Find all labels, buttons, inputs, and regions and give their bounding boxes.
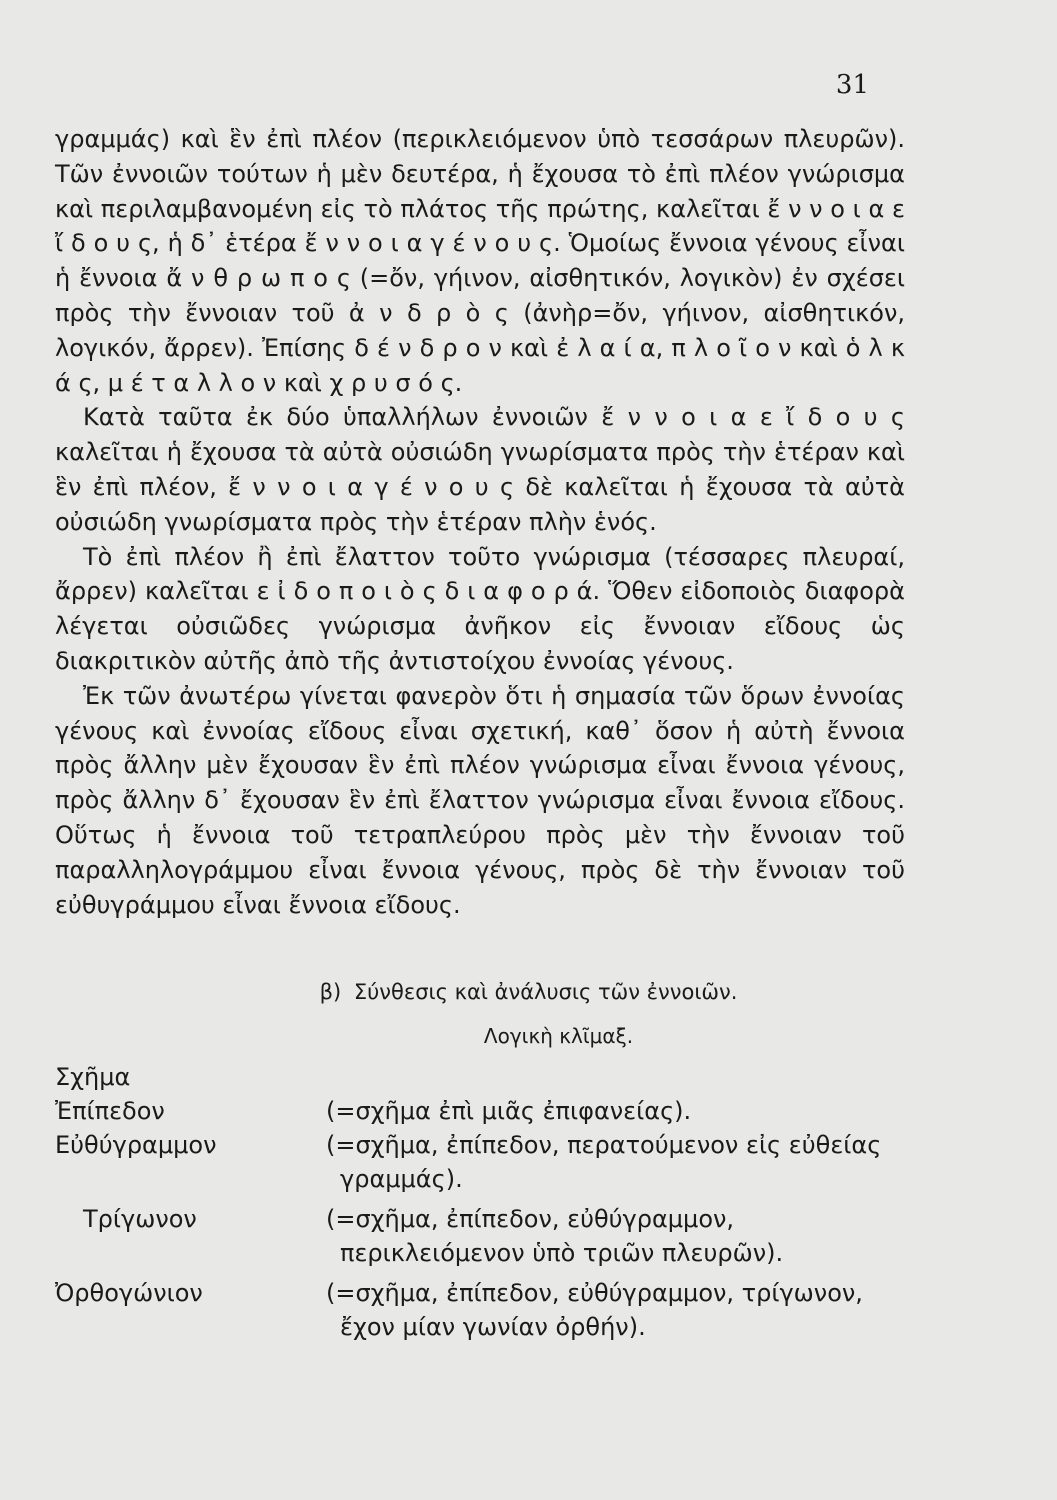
ladder-step: [55, 1202, 915, 1270]
ladder-definition: (=σχῆμα ἐπὶ μιᾶς ἐπιφανείας).: [326, 1097, 692, 1125]
ladder-term: Ὀρθογώνιον: [55, 1279, 203, 1307]
ladder-term: Σχῆμα: [55, 1063, 131, 1091]
ladder-term: Εὐθύγραμμον: [55, 1131, 217, 1159]
paragraph: Κατὰ ταῦτα ἐκ δύο ὑπαλλήλων ἐννοιῶν ἔ ν ν ο ι α ε ἴ δ ο υ ς καλεῖται ἡ ἔχουσα τὰ αὐτὰ οὐσιώδη γνωρίσματα πρὸς τὴν ἑτέραν καὶ ἓν ἐπὶ πλέον, ἔ ν ν ο ι α γ έ ν ο υ ς δὲ καλεῖται ἡ ἔχουσα τὰ αὐτὰ οὐσιώδη γνωρίσματα πρὸς τὴν ἑτέραν πλὴν ἑνός.: [55, 403, 905, 536]
paragraph: Τὸ ἐπὶ πλέον ἢ ἐπὶ ἔλαττον τοῦτο γνώρισμα (τέσσαρες πλευραί, ἄρρεν) καλεῖται ε ἰ δ ο π ο ι ὸ ς δ ι α φ ο ρ ά. Ὅθεν εἰδοποιὸς διαφορὰ λέγεται οὐσιῶδες γνώρισμα ἀνῆκον εἰς ἔννοιαν εἴδους ὡς διακριτικὸν αὐτῆς ἀπὸ τῆς ἀντιστοίχου ἐννοίας γένους.: [55, 542, 905, 675]
ladder-definition: [300, 1060, 915, 1094]
ladder-step: [55, 1128, 915, 1196]
ladder-step: [55, 1094, 915, 1128]
section-heading: [0, 980, 1057, 1004]
section-number: β): [319, 980, 342, 1004]
ladder-step: [55, 1060, 915, 1094]
ladder-definition: (=σχῆμα, ἐπίπεδον, εὐθύγραμμον, τρίγωνον, ἔχον μίαν γωνίαν ὀρθήν).: [326, 1279, 863, 1341]
ladder-term: Τρίγωνον: [83, 1205, 197, 1233]
paragraph: Ἐκ τῶν ἀνωτέρω γίνεται φανερὸν ὅτι ἡ σημασία τῶν ὅρων ἐννοίας γένους καὶ ἐννοίας εἴδους εἶναι σχετική, καθ᾿ ὅσον ἡ αὐτὴ ἔννοια πρὸς ἄλλην μὲν ἔχουσαν ἓν ἐπὶ πλέον γνώρισμα εἶναι ἔννοια γένους, πρὸς ἄλλην δ᾿ ἔχουσαν ἓν ἐπὶ ἔλαττον γνώρισμα εἶναι ἔννοια εἴδους. Οὕτως ἡ ἔννοια τοῦ τετραπλεύρου πρὸς μὲν τὴν ἔννοιαν τοῦ παραλληλογράμμου εἶναι ἔννοια γένους, πρὸς δὲ τὴν ἔννοιαν τοῦ εὐθυγράμμου εἶναι ἔννοια εἴδους.: [55, 681, 905, 919]
paragraph: γραμμάς) καὶ ἓν ἐπὶ πλέον (περικλειόμενον ὑπὸ τεσσάρων πλευρῶν). Τῶν ἐννοιῶν τούτων ἡ μὲν δευτέρα, ἡ ἔχουσα τὸ ἐπὶ πλέον γνώρισμα καὶ περιλαμβανομένη εἰς τὸ πλάτος τῆς πρώτης, καλεῖται ἔ ν ν ο ι α ε ἴ δ ο υ ς, ἡ δ᾿ ἑτέρα ἔ ν ν ο ι α γ έ ν ο υ ς. Ὁμοίως ἔννοια γένους εἶναι ἡ ἔννοια ἄ ν θ ρ ω π ο ς (=ὄν, γήινον, αἰσθητικόν, λογικὸν) ἐν σχέσει πρὸς τὴν ἔννοιαν τοῦ ἀ ν δ ρ ὸ ς (ἀνὴρ=ὄν, γήινον, αἰσθητικόν, λογικόν, ἄρρεν). Ἐπίσης δ έ ν δ ρ ο ν καὶ ἐ λ α ί α, π λ ο ῖ ο ν καὶ ὁ λ κ ά ς, μ έ τ α λ λ ο ν καὶ χ ρ υ σ ό ς.: [55, 125, 905, 397]
ladder-definition: (=σχῆμα, ἐπίπεδον, περατούμενον εἰς εὐθείας γραμμάς).: [326, 1131, 882, 1193]
logical-ladder: [55, 1060, 915, 1344]
ladder-title: Λογικὴ κλῖμαξ.: [483, 1024, 634, 1048]
ladder-step: [55, 1276, 915, 1344]
ladder-definition: (=σχῆμα, ἐπίπεδον, εὐθύγραμμον, περικλειόμενον ὑπὸ τριῶν πλευρῶν).: [326, 1205, 784, 1267]
body-text: [55, 122, 905, 922]
page-number: 31: [835, 70, 869, 100]
section-title: Σύνθεσις καὶ ἀνάλυσις τῶν ἐννοιῶν.: [353, 980, 738, 1004]
ladder-term: Ἐπίπεδον: [55, 1097, 165, 1125]
